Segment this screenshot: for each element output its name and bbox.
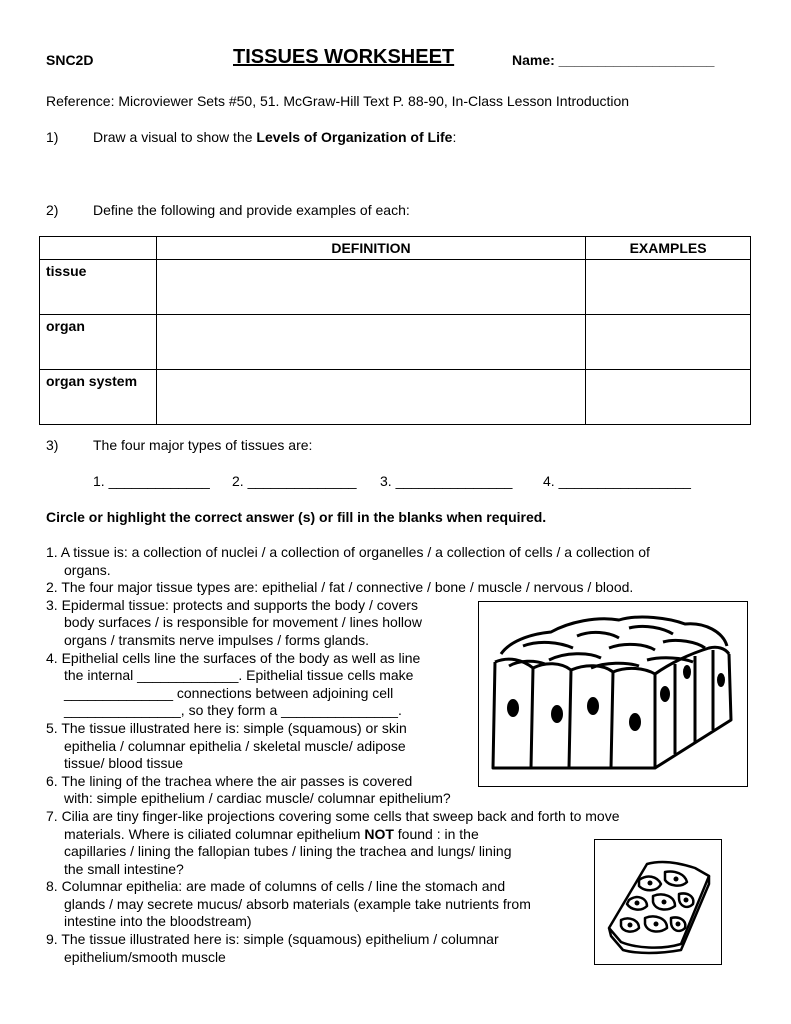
q1-number: 1) xyxy=(46,129,59,145)
table-header-definition: DEFINITION xyxy=(156,237,585,260)
list-item: 5. The tissue illustrated here is: simple (squamous) or skin xyxy=(46,719,407,736)
instructions: Circle or highlight the correct answer (s) or fill in the blanks when required. xyxy=(46,509,547,525)
list-item: organs. xyxy=(64,561,111,578)
list-item: epithelium/smooth muscle xyxy=(64,948,226,965)
course-code: SNC2D xyxy=(46,52,94,68)
list-item: epithelia / columnar epithelia / skeletal muscle/ adipose xyxy=(64,737,406,754)
q1-text: Draw a visual to show the Levels of Organization of Life: xyxy=(93,129,457,145)
blank-3[interactable]: 3. _______________ xyxy=(380,473,513,489)
list-item: with: simple epithelium / cardiac muscle/ columnar epithelium? xyxy=(64,790,451,807)
blank-4[interactable]: 4. _________________ xyxy=(543,473,691,489)
list-item: ______________ connections between adjoining cell xyxy=(64,684,394,701)
definition-cell[interactable] xyxy=(156,315,585,370)
list-item: 7. Cilia are tiny finger-like projections covering some cells that sweep back and forth to move xyxy=(46,807,620,824)
list-item: _______________, so they form a _______________. xyxy=(64,702,402,719)
definition-cell[interactable] xyxy=(156,370,585,425)
list-item: materials. Where is ciliated columnar epithelium NOT found : in the xyxy=(64,825,479,842)
list-item: 4. Epithelial cells line the surfaces of the body as well as line xyxy=(46,649,421,666)
examples-cell[interactable] xyxy=(586,315,751,370)
blank-1[interactable]: 1. _____________ xyxy=(93,473,210,489)
row-term-organ-system: organ system xyxy=(40,370,157,425)
table-header-examples: EXAMPLES xyxy=(586,237,751,260)
squamous-epithelium-figure xyxy=(594,839,722,965)
table-row xyxy=(40,315,751,370)
examples-cell[interactable] xyxy=(586,260,751,315)
reference-line: Reference: Microviewer Sets #50, 51. McGraw-Hill Text P. 88-90, In-Class Lesson Introduction xyxy=(46,93,630,109)
q3-text: The four major types of tissues are: xyxy=(93,437,313,453)
row-term-tissue: tissue xyxy=(40,260,157,315)
squamous-epithelium-drawing xyxy=(595,840,721,964)
list-item: 9. The tissue illustrated here is: simple (squamous) epithelium / columnar xyxy=(46,931,499,948)
list-item: tissue/ blood tissue xyxy=(64,755,184,772)
list-item: 3. Epidermal tissue: protects and supports the body / covers xyxy=(46,596,418,613)
list-item: 1. A tissue is: a collection of nuclei / a collection of organelles / a collection of cells / a collection of xyxy=(46,544,650,560)
columnar-epithelium-figure xyxy=(478,601,748,787)
list-item: organs / transmits nerve impulses / forms glands. xyxy=(64,631,370,648)
page-title: TISSUES WORKSHEET xyxy=(233,46,455,68)
table-row xyxy=(40,370,751,425)
list-item: body surfaces / is responsible for movement / lines hollow xyxy=(64,614,422,631)
examples-cell[interactable] xyxy=(586,370,751,425)
list-item: the internal _____________. Epithelial tissue cells make xyxy=(64,667,414,684)
list-item: the small intestine? xyxy=(64,860,184,877)
list-item: 8. Columnar epithelia: are made of columns of cells / line the stomach and xyxy=(46,878,506,895)
q2-text: Define the following and provide examples of each: xyxy=(93,202,410,218)
q2-number: 2) xyxy=(46,202,59,218)
definitions-table xyxy=(39,236,751,425)
list-item: intestine into the bloodstream) xyxy=(64,913,252,930)
q3-number: 3) xyxy=(46,437,59,453)
name-field-label[interactable]: Name: ____________________ xyxy=(512,52,715,68)
list-item: 2. The four major tissue types are: epithelial / fat / connective / bone / muscle / nervous / blood. xyxy=(46,579,634,596)
columnar-epithelium-drawing xyxy=(479,602,747,786)
list-item: capillaries / lining the fallopian tubes / lining the trachea and lungs/ lining xyxy=(64,843,512,860)
table-row xyxy=(40,260,751,315)
list-item: glands / may secrete mucus/ absorb materials (example take nutrients from xyxy=(64,895,531,912)
definition-cell[interactable] xyxy=(156,260,585,315)
list-item: 6. The lining of the trachea where the air passes is covered xyxy=(46,772,413,789)
table-header-term xyxy=(40,237,157,260)
blank-2[interactable]: 2. ______________ xyxy=(232,473,357,489)
row-term-organ: organ xyxy=(40,315,157,370)
